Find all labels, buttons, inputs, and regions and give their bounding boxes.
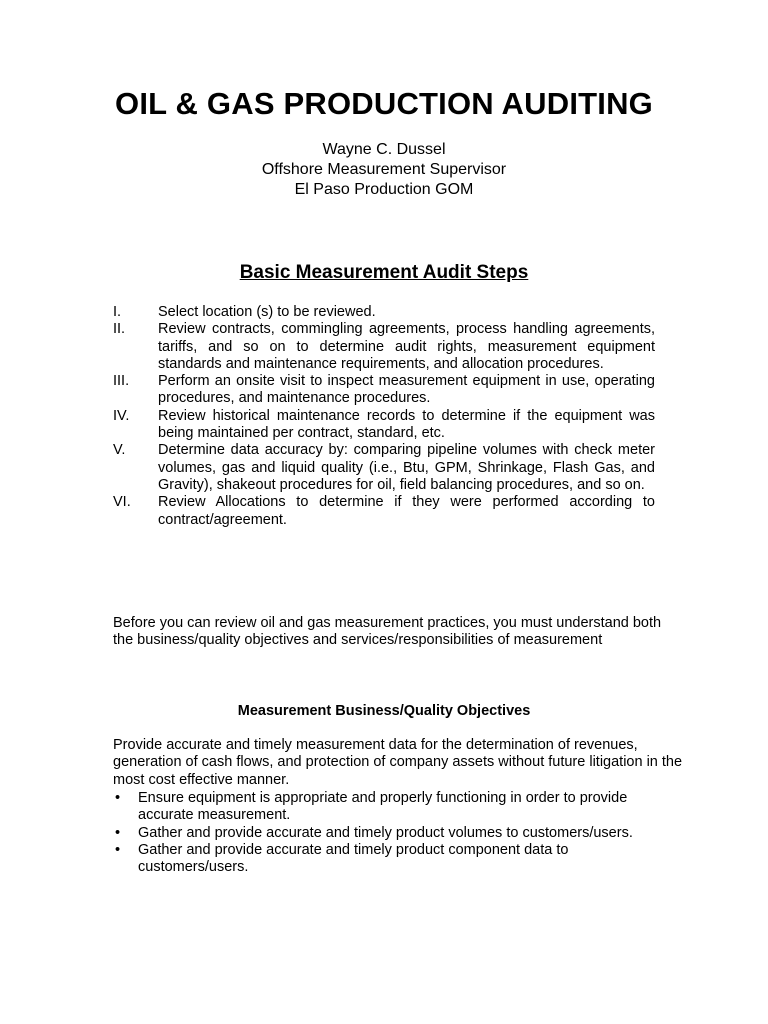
audit-steps-heading (0, 262, 768, 284)
step-text: Perform an onsite visit to inspect measurement equipment in use, operating procedures, and maintenance procedures. (158, 373, 655, 407)
author-organization: El Paso Production GOM (294, 181, 474, 198)
bullet-text: Gather and provide accurate and timely product component data to customers/users. (138, 841, 569, 876)
list-item (113, 790, 673, 825)
step-text: Review Allocations to determine if they were performed according to contract/agreement. (158, 494, 655, 528)
step-text: Review historical maintenance records to determine if the equipment was being maintained per contract, standard, etc. (158, 407, 655, 442)
list-item (113, 842, 673, 877)
audit-steps-heading-text: Basic Measurement Audit Steps (239, 262, 529, 283)
step-number: III. (113, 373, 130, 390)
audit-step (113, 442, 655, 494)
page-title: OIL & GAS PRODUCTION AUDITING (115, 86, 653, 121)
bullet-text: Ensure equipment is appropriate and properly functioning in order to provide accurate measurement. (138, 790, 628, 824)
step-text: Select location (s) to be reviewed. (158, 304, 376, 320)
bullet-icon: • (115, 790, 121, 806)
bullet-icon: • (115, 841, 121, 858)
audit-step (113, 494, 655, 529)
objectives-heading: Measurement Business/Quality Objectives (237, 703, 531, 719)
step-number: II. (113, 321, 126, 338)
audit-step (113, 373, 655, 408)
step-text: Review contracts, commingling agreements, process handling agreements, tariffs, and so on to determine audit rights, measurement equipment standards and maintenance requirements, and allocation procedures. (158, 321, 655, 372)
bullet-text: Gather and provide accurate and timely product volumes to customers/users. (138, 824, 633, 841)
author-role: Offshore Measurement Supervisor (261, 161, 507, 178)
step-number: VI. (113, 494, 131, 511)
audit-step (113, 408, 655, 443)
step-number: I. (113, 304, 122, 320)
audit-step (113, 304, 655, 321)
step-text: Determine data accuracy by: comparing pipeline volumes with check meter volumes, gas and liquid quality (i.e., Btu, GPM, Shrinkage, Flash Gas, and Gravity), shakeout procedures for oil, field balancing procedures, and so on. (158, 442, 655, 493)
objectives-paragraph: Provide accurate and timely measurement data for the determination of revenues, generation of cash flows, and protection of company assets without future litigation in the most cost effective manner. (113, 737, 683, 788)
step-number: IV. (113, 407, 130, 424)
author-block (0, 140, 768, 200)
bullet-icon: • (115, 824, 121, 841)
objectives-bullet-list (113, 790, 673, 876)
list-item (113, 825, 673, 842)
intro-paragraph: Before you can review oil and gas measurement practices, you must understand both the business/quality objectives and services/responsibilities of measurement (113, 615, 662, 649)
audit-step (113, 321, 655, 373)
step-number: V. (113, 442, 126, 459)
audit-steps-list (113, 304, 655, 529)
author-name: Wayne C. Dussel (322, 141, 446, 158)
